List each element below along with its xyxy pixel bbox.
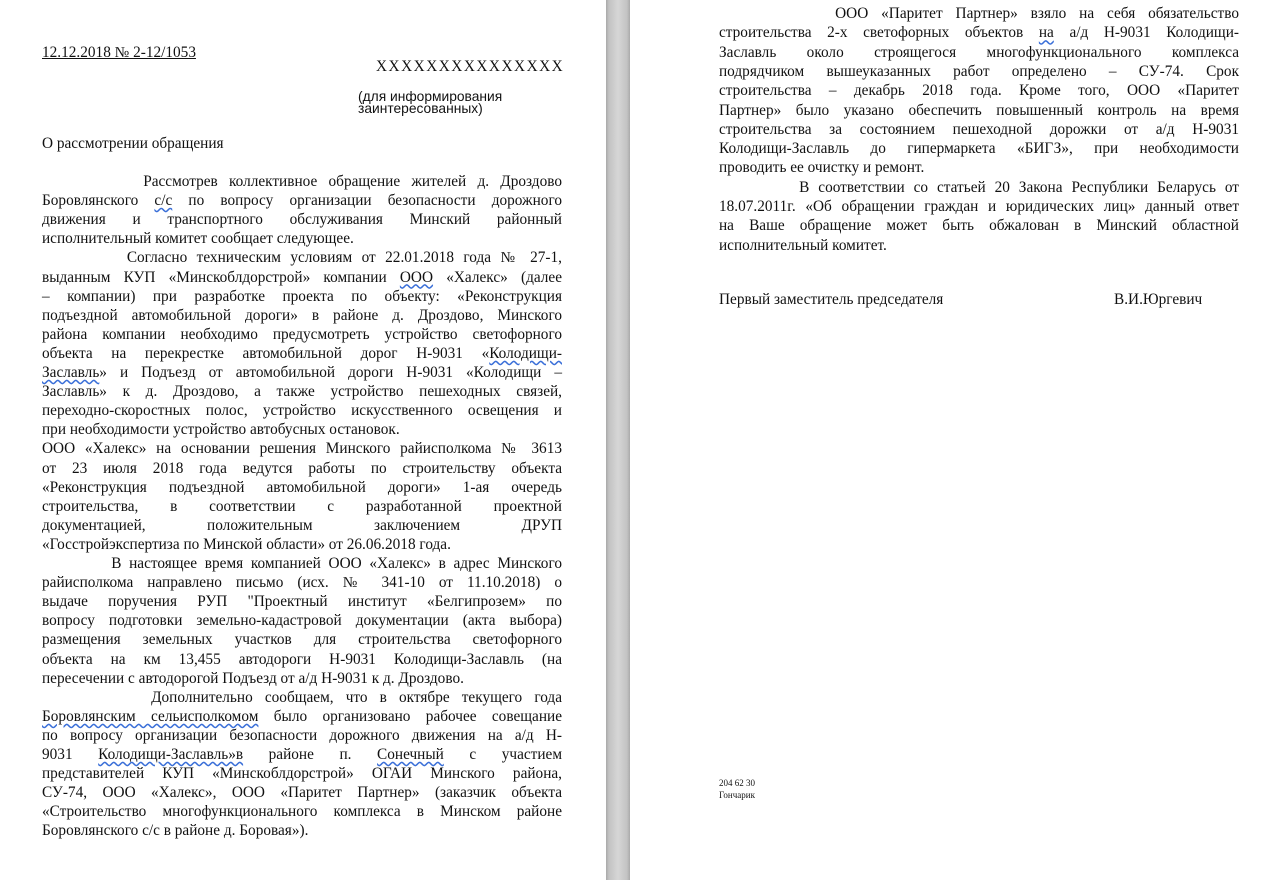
body-line — [719, 101, 1239, 120]
body-text: – компании) при разработке проекта по объекту: «Реконструкция — [42, 287, 562, 305]
body-line — [42, 191, 562, 210]
document-page-left — [0, 0, 606, 880]
document-page-right — [630, 0, 1280, 880]
body-text: Согласно техническим условиям от 22.01.2018 года № 27-1, — [42, 249, 562, 267]
body-line — [719, 4, 1239, 23]
body-line — [719, 216, 1239, 235]
body-text: Рассмотрев коллективное обращение жителей д. Дроздово — [42, 173, 562, 190]
spell-marked-text: Колодищи- — [489, 344, 562, 362]
spell-marked-text: Колодищи-Заславль»в — [98, 746, 244, 763]
signature-name: В.И.Юргевич — [1114, 291, 1203, 308]
body-line — [42, 248, 562, 267]
body-text: 9031 — [42, 746, 99, 763]
addressee-note-line2: заинтересованных) — [358, 101, 483, 116]
body-text: по вопросу организации безопасности дорожного — [172, 192, 562, 210]
body-text: «Госстройэкспертиза по Минской области» от 26.06.2018 года. — [42, 535, 451, 553]
body-line — [42, 210, 562, 229]
body-text: объекта на км 13,455 автодороги Н-9031 Колодищи-Заславль (на — [42, 650, 562, 668]
body-line — [42, 229, 562, 248]
body-line — [42, 268, 562, 287]
body-line — [42, 707, 562, 726]
body-text: выдаче поручения РУП "Проектный институт «Белгипрозем» по — [42, 593, 562, 611]
body-text: на Ваше обращение может быть обжалован в Минский областной — [719, 217, 1239, 235]
body-text: вопросу подготовки земельно-кадастровой документации (акта выбора) — [42, 612, 562, 630]
letter-subject: О рассмотрении обращения — [42, 135, 224, 152]
body-line — [42, 172, 562, 191]
body-text: исполнительный комитет сообщает следующее. — [42, 230, 354, 248]
body-text: проводить ее очистку и ремонт. — [719, 159, 925, 177]
page-gutter — [606, 0, 630, 880]
body-text: строительства – декабрь 2018 года. Кроме того, ООО «Паритет — [719, 82, 1239, 100]
body-line — [42, 611, 562, 630]
body-line — [42, 783, 562, 802]
body-line — [42, 726, 562, 745]
body-line — [42, 821, 562, 840]
body-text: В настоящее время компанией ООО «Халекс» в адрес Минского — [42, 555, 562, 572]
spell-marked-text: Заславль — [42, 364, 100, 381]
body-text: документацией, положительным заключением ДРУП — [42, 516, 562, 534]
body-line — [42, 535, 562, 554]
body-line — [42, 401, 562, 420]
body-line — [42, 592, 562, 611]
body-text: Дополнительно сообщаем, что в октябре текущего года — [42, 688, 562, 706]
body-line — [42, 554, 562, 573]
body-text: по вопросу организации безопасности дорожного движения на а/д Н- — [42, 726, 562, 744]
spell-marked-text: Сонечный — [377, 746, 444, 763]
body-text: «Строительство многофункционального комплекса в Минском районе — [42, 803, 562, 821]
body-line — [42, 439, 562, 458]
body-line — [42, 287, 562, 306]
body-text: при необходимости устройство автобусных остановок. — [42, 421, 400, 439]
body-line — [42, 363, 562, 382]
body-line — [42, 478, 562, 497]
body-line — [42, 745, 562, 764]
body-line — [719, 62, 1239, 81]
body-text: с участием — [443, 746, 562, 763]
body-line — [42, 688, 562, 707]
body-text: подъездной автомобильной дороги» в районе д. Дроздово, Минского — [42, 306, 562, 324]
body-text: ООО «Халекс» на основании решения Минского райисполкома № 3613 — [42, 440, 562, 458]
body-line — [719, 158, 1239, 177]
executor-name: Гончарик — [719, 790, 755, 800]
body-text: СУ-74, ООО «Халекс», ООО «Паритет Партнер» (заказчик объекта — [42, 784, 562, 802]
body-text: 18.07.2011г. «Об обращении граждан и юридических лиц» данный ответ — [719, 198, 1239, 215]
addressee: ХХХХХХХХХХХХХХХ — [376, 58, 565, 75]
body-text: «Реконструкция подъездной автомобильной дороги» 1-ая очередь — [42, 478, 562, 496]
body-line — [42, 497, 562, 516]
body-line — [42, 420, 562, 439]
body-text: размещения земельных участков для строительства светофорного — [42, 631, 562, 649]
body-line — [719, 23, 1239, 42]
body-line — [42, 630, 562, 649]
body-line — [42, 382, 562, 401]
body-text: Заславль» к д. Дроздово, а также устройство пешеходных связей, — [42, 383, 562, 401]
body-text: районе п. — [243, 746, 378, 763]
body-line — [42, 306, 562, 325]
spell-marked-text: Боровлянским сельисполкомом — [42, 707, 259, 725]
body-text: объекта на перекрестке автомобильной дорог Н-9031 « — [42, 344, 490, 362]
body-line — [42, 516, 562, 535]
body-text: Заславль около строящегося многофункционального комплекса — [719, 43, 1239, 61]
body-line — [42, 573, 562, 592]
body-line — [42, 764, 562, 783]
body-line — [42, 459, 562, 478]
body-text: райисполкома направлено письмо (исх. № 341-10 от 11.10.2018) о — [42, 574, 562, 592]
body-line — [42, 669, 562, 688]
body-text: пересечении с автодорогой Подъезд от а/д Н-9031 к д. Дроздово. — [42, 669, 464, 687]
body-text: строительства 2-х светофорных объектов — [719, 24, 1039, 42]
addressee-note-line1: (для информирования — [358, 89, 503, 104]
body-line — [719, 197, 1239, 216]
body-text: выданным КУП «Минскоблдорстрой» компании — [42, 268, 400, 286]
body-line — [719, 120, 1239, 139]
body-line — [42, 802, 562, 821]
body-text: переходно-скоростных полос, устройство искусственного освещения и — [42, 402, 562, 420]
body-line — [719, 139, 1239, 158]
executor-phone: 204 62 30 — [719, 778, 755, 788]
body-text: Боровлянского с/с в районе д. Боровая»). — [42, 822, 309, 840]
body-text: ООО «Паритет Партнер» взяло на себя обязательство — [719, 5, 1239, 22]
body-text: » и Подъезд от автомобильной дороги Н-9031 «Колодищи – — [99, 364, 562, 381]
letter-date-number: 12.12.2018 № 2-12/1053 — [42, 44, 196, 61]
body-line — [42, 344, 562, 363]
body-line — [719, 236, 1239, 255]
body-text: исполнительный комитет. — [719, 236, 887, 254]
spell-marked-text: с/с — [154, 192, 173, 210]
body-text: В соответствии со статьей 20 Закона Республики Беларусь от — [719, 178, 1239, 196]
body-text: от 23 июля 2018 года ведутся работы по строительству объекта — [42, 459, 562, 477]
body-line — [719, 43, 1239, 62]
body-text: района компании необходимо предусмотреть устройство светофорного — [42, 325, 562, 343]
body-line — [719, 81, 1239, 100]
spell-marked-text: ООО — [399, 268, 434, 286]
body-text: было организовано рабочее совещание — [258, 707, 562, 725]
spell-marked-text: на — [1038, 24, 1054, 42]
body-line — [719, 178, 1239, 197]
body-text: движения и транспортного обслуживания Минский районный — [42, 211, 562, 229]
body-text: представителей КУП «Минскоблдорстрой» ОГАИ Минского района, — [42, 765, 562, 783]
body-text: строительства за состоянием пешеходной дорожки от а/д Н-9031 — [719, 120, 1239, 138]
body-text: «Халекс» (далее — [433, 268, 562, 286]
body-text: строительства, в соответствии с разработанной проектной — [42, 497, 562, 515]
body-text: подрядчиком вышеуказанных работ определено – СУ-74. Срок — [719, 62, 1239, 80]
body-line — [42, 325, 562, 344]
body-line — [42, 650, 562, 669]
body-text: Партнер» было указано обеспечить повышенный контроль на время — [719, 101, 1239, 119]
body-text: а/д Н-9031 Колодищи- — [1053, 24, 1239, 42]
body-text: Колодищи-Заславль до гипермаркета «БИГЗ», при необходимости — [719, 140, 1239, 158]
signature-position: Первый заместитель председателя — [719, 291, 944, 308]
body-text: Боровлянского — [42, 192, 155, 210]
